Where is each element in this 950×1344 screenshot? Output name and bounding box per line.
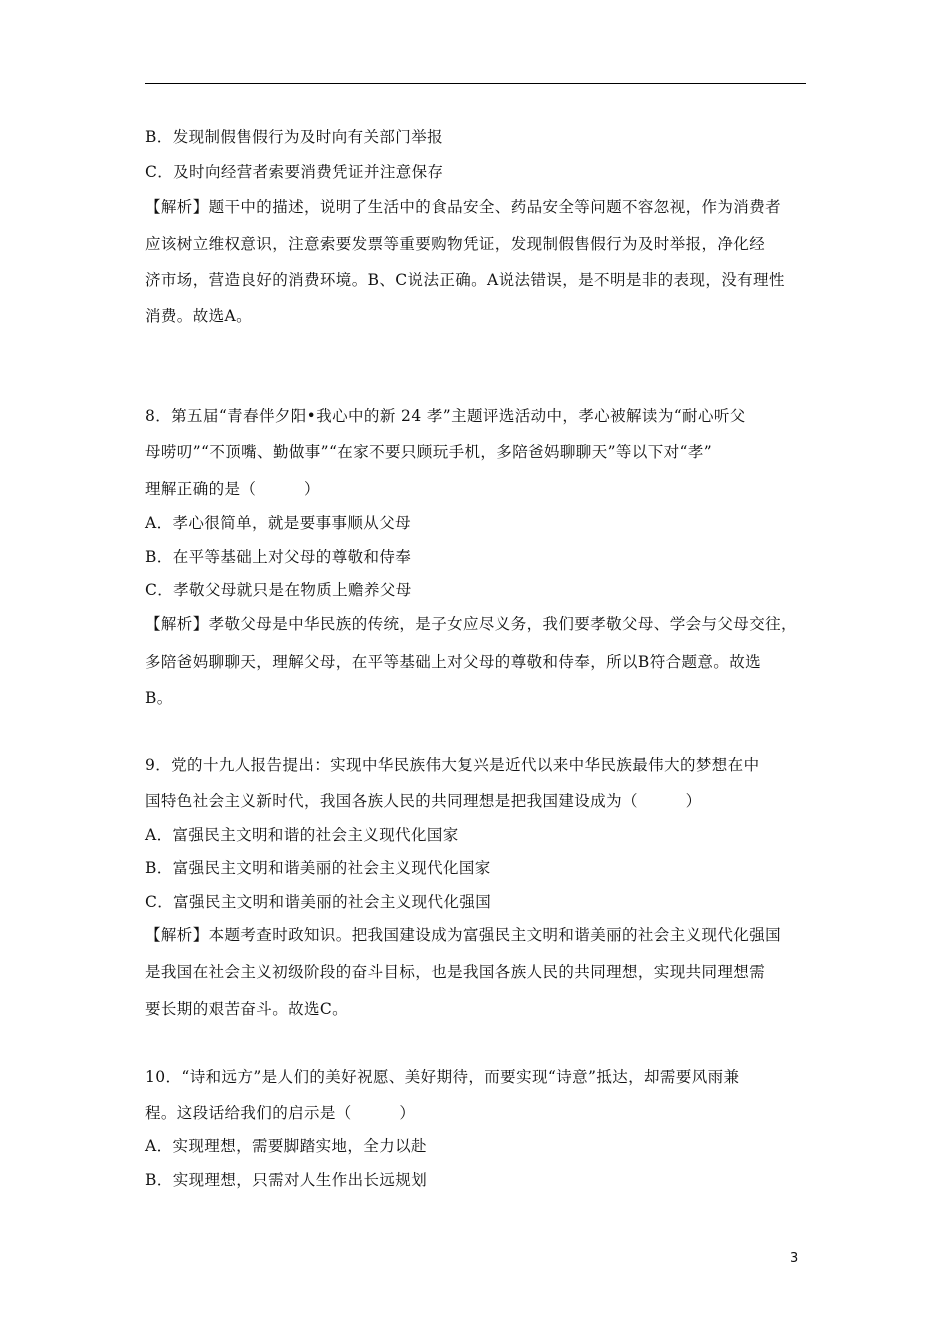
q10-option-b: B．实现理想，只需对人生作出长远规划 (145, 1171, 428, 1189)
q9-analysis-line-3: 要长期的艰苦奋斗。故选C。 (145, 1000, 349, 1018)
q8-stem-line-1: 8．第五届“青春伴夕阳•我心中的新 24 孝”主题评选活动中，孝心被解读为“耐心听父 (145, 407, 746, 425)
q8-stem-line-3: 理解正确的是（ ） (145, 480, 320, 498)
q9-analysis-line-2: 是我国在社会主义初级阶段的奋斗目标，也是我国各族人民的共同理想，实现共同理想需 (145, 963, 766, 981)
q7-analysis-line-2: 应该树立维权意识，注意索要发票等重要购物凭证，发现制假售假行为及时举报，净化经 (145, 235, 766, 253)
q7-analysis-line-4: 消费。故选A。 (145, 307, 252, 325)
q10-stem-line-2: 程。这段话给我们的启示是（ ） (145, 1104, 416, 1122)
q8-option-c: C．孝敬父母就只是在物质上赡养父母 (145, 581, 412, 599)
q7-analysis-line-3: 济市场，营造良好的消费环境。B、C说法正确。A说法错误，是不明是非的表现，没有理性 (145, 271, 785, 289)
q9-stem-line-1: 9．党的十九人报告提出：实现中华民族伟大复兴是近代以来中华民族最伟大的梦想在中 (145, 756, 760, 774)
q7-option-b: B．发现制假售假行为及时向有关部门举报 (145, 128, 443, 146)
q8-option-a: A．孝心很简单，就是要事事顺从父母 (145, 514, 411, 532)
q8-analysis-line-1: 【解析】孝敬父母是中华民族的传统，是子女应尽义务，我们要孝敬父母、学会与父母交往， (145, 615, 797, 633)
q9-analysis-line-1: 【解析】本题考查时政知识。把我国建设成为富强民主文明和谐美丽的社会主义现代化强国 (145, 926, 782, 944)
q9-option-c: C．富强民主文明和谐美丽的社会主义现代化强国 (145, 893, 492, 911)
q7-analysis-line-1: 【解析】题干中的描述，说明了生活中的食品安全、药品安全等问题不容忽视，作为消费者 (145, 198, 782, 216)
header-rule (145, 83, 806, 84)
page-number: 3 (790, 1251, 799, 1266)
q8-stem-line-2: 母唠叨”“不顶嘴、勤做事”“在家不要只顾玩手机，多陪爸妈聊聊天”等以下对“孝” (145, 443, 713, 461)
q10-option-a: A．实现理想，需要脚踏实地，全力以赴 (145, 1137, 427, 1155)
q10-stem-line-1: 10．“诗和远方”是人们的美好祝愿、美好期待，而要实现“诗意”抵达，却需要风雨兼 (145, 1068, 740, 1086)
q7-option-c: C．及时向经营者索要消费凭证并注意保存 (145, 163, 444, 181)
q9-stem-line-2: 国特色社会主义新时代，我国各族人民的共同理想是把我国建设成为（ ） (145, 792, 702, 810)
q8-option-b: B．在平等基础上对父母的尊敬和侍奉 (145, 548, 412, 566)
q8-analysis-line-3: B。 (145, 689, 173, 707)
q8-analysis-line-2: 多陪爸妈聊聊天，理解父母，在平等基础上对父母的尊敬和侍奉，所以B符合题意。故选 (145, 653, 761, 671)
q9-option-a: A．富强民主文明和谐的社会主义现代化国家 (145, 826, 459, 844)
q9-option-b: B．富强民主文明和谐美丽的社会主义现代化国家 (145, 859, 491, 877)
